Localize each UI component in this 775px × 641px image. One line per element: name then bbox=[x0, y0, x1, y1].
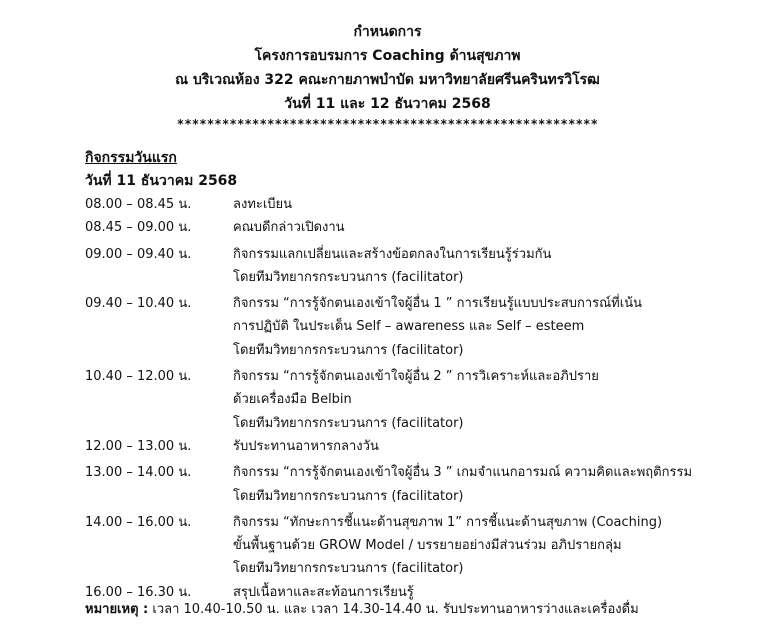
schedule-description-line: กิจกรรมแลกเปลี่ยนและสร้างข้อตกลงในการเรียนรู้ร่วมกัน bbox=[233, 246, 552, 262]
schedule-description-line: กิจกรรม “ทักษะการชี้แนะด้านสุขภาพ 1” การชี้แนะด้านสุขภาพ (Coaching) bbox=[233, 514, 663, 530]
schedule-description bbox=[233, 243, 765, 290]
schedule-description-line: การปฏิบัติ ในประเด็น Self – awareness และ Self – esteem bbox=[233, 319, 585, 335]
schedule-description-line: กิจกรรม “การรู้จักตนเองเข้าใจผู้อื่น 2 ” การวิเคราะห์และอภิปราย bbox=[233, 369, 599, 385]
schedule-description-line: โดยทีมวิทยากรกระบวนการ (facilitator) bbox=[233, 561, 464, 577]
schedule-time: 08.00 – 08.45 น. bbox=[85, 197, 192, 212]
schedule-row bbox=[85, 461, 765, 508]
schedule-time: 08.45 – 09.00 น. bbox=[85, 220, 192, 236]
day-title: วันที่ 11 ธันวาคม 2568 bbox=[85, 173, 238, 189]
schedule-description-line: โดยทีมวิทยากรกระบวนการ (facilitator) bbox=[233, 269, 464, 285]
schedule-description bbox=[233, 435, 765, 458]
project-title: โครงการอบรมการ Coaching ด้านสุขภาพ bbox=[254, 48, 521, 64]
schedule-time: 10.40 – 12.00 น. bbox=[85, 369, 192, 385]
schedule-description bbox=[233, 292, 765, 362]
schedule-row bbox=[85, 216, 765, 239]
schedule-description bbox=[233, 193, 765, 216]
schedule-row bbox=[85, 365, 765, 435]
star-divider: ******************************************************** bbox=[176, 117, 599, 131]
schedule-row bbox=[85, 292, 765, 362]
schedule-row bbox=[85, 435, 765, 458]
schedule-description-line: โดยทีมวิทยากรกระบวนการ (facilitator) bbox=[233, 415, 464, 431]
date-line: วันที่ 11 และ 12 ธันวาคม 2568 bbox=[284, 96, 491, 112]
header-title: กำหนดการ bbox=[353, 24, 422, 40]
section-title: กิจกรรมวันแรก bbox=[85, 150, 177, 166]
schedule-time: 16.00 – 16.30 น. bbox=[85, 584, 192, 600]
schedule-list bbox=[85, 193, 765, 604]
schedule-time: 12.00 – 13.00 น. bbox=[85, 438, 192, 454]
schedule-description-line: รับประทานอาหารกลางวัน bbox=[233, 438, 379, 454]
schedule-description-line: ด้วยเครื่องมือ Belbin bbox=[233, 392, 352, 408]
schedule-description bbox=[233, 461, 765, 508]
note bbox=[85, 599, 639, 621]
document-header bbox=[0, 20, 775, 131]
schedule-time: 13.00 – 14.00 น. bbox=[85, 465, 192, 481]
schedule-row bbox=[85, 511, 765, 581]
schedule-description-line: ขั้นพื้นฐานด้วย GROW Model / บรรยายอย่างมีส่วนร่วม อภิปรายกลุ่ม bbox=[233, 538, 622, 554]
schedule-time: 09.40 – 10.40 น. bbox=[85, 296, 192, 312]
schedule-time: 09.00 – 09.40 น. bbox=[85, 246, 192, 262]
note-label: หมายเหตุ : bbox=[85, 602, 149, 617]
note-text: เวลา 10.40-10.50 น. และ เวลา 14.30-14.40 น. รับประทานอาหารว่างและเครื่องดื่ม bbox=[148, 602, 639, 617]
schedule-description bbox=[233, 365, 765, 435]
schedule-description-line: กิจกรรม “การรู้จักตนเองเข้าใจผู้อื่น 1 ” การเรียนรู้แบบประสบการณ์ที่เน้น bbox=[233, 296, 642, 312]
venue-line: ณ บริเวณห้อง 322 คณะกายภาพบำบัด มหาวิทยาลัยศรีนครินทรวิโรฒ bbox=[175, 72, 600, 88]
schedule-description-line: สรุปเนื้อหาและสะท้อนการเรียนรู้ bbox=[233, 584, 414, 600]
schedule-description-line: โดยทีมวิทยากรกระบวนการ (facilitator) bbox=[233, 342, 464, 358]
schedule-description bbox=[233, 511, 765, 581]
schedule-row bbox=[85, 243, 765, 290]
schedule-row bbox=[85, 193, 765, 216]
schedule-time: 14.00 – 16.00 น. bbox=[85, 514, 192, 530]
schedule-description-line: ลงทะเบียน bbox=[233, 197, 293, 212]
schedule-description-line: กิจกรรม “การรู้จักตนเองเข้าใจผู้อื่น 3 ” เกมจำแนกอารมณ์ ความคิดและพฤติกรรม bbox=[233, 465, 693, 481]
schedule-description-line: โดยทีมวิทยากรกระบวนการ (facilitator) bbox=[233, 488, 464, 504]
schedule-description-line: คณบดีกล่าวเปิดงาน bbox=[233, 220, 345, 236]
schedule-description bbox=[233, 216, 765, 239]
